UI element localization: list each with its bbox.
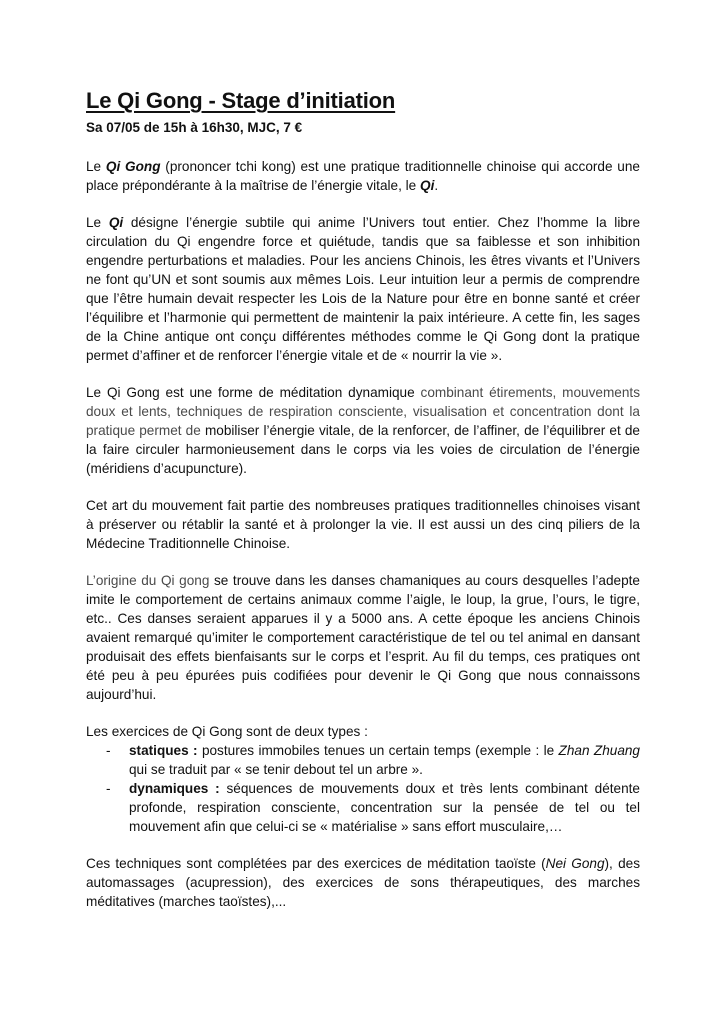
text-run: se trouve dans les danses chamaniques au cours desquelles l’adepte imite le comportement de certains animaux comme l’aigle, le loup, la grue, l’ours, le tigre, etc.. Ces danses seraient apparues il y a 5000 ans. A cette époque les anciens Chinois avaient remarqué qu’imiter le comportement caractéristique de tel ou tel animal en dansant produisait des effets bienfaisants sur le corps et l’esprit. Au fil du temps, ces pratiques ont été peu à peu épurées puis codifiées pour devenir le Qi Gong que nous connaissons aujourd’hui.: [86, 573, 640, 702]
text-run: séquences de mouvements doux et très lents combinant détente profonde, respiration consciente, concentration sur la pensée de tel ou tel mouvement afin que celui-ci se « matérialise » sans effort musculaire,…: [129, 781, 640, 834]
text-run: Le: [86, 215, 109, 230]
text-run: désigne l’énergie subtile qui anime l’Univers tout entier. Chez l’homme la libre circulation du Qi engendre force et quiétude, tandis que sa faiblesse et son inhibition engendre perturbations et maladies. Pour les anciens Chinois, les êtres vivants et l’Univers ne font qu’UN et sont soumis aux mêmes Lois. Leur intuition leur a permis de comprendre que l’être humain devait respecter les Lois de la Nature pour être en bonne santé et créer l’équilibre et l’harmonie qui permettent de maintenir la paix intérieure. A cette fin, les sages de la Chine antique ont conçu différentes méthodes comme le Qi Gong dont la pratique permet d’affiner et de renforcer l’énergie vitale et de « nourrir la vie ».: [86, 215, 640, 363]
text-run: Le: [86, 159, 106, 174]
exercise-types-list: [86, 741, 640, 836]
text-run-gray: combinant étirements, mouvements doux et lents, techniques de respiration consciente, visualisation et concentration dont la pratique permet de: [86, 385, 640, 438]
paragraph-origin: [86, 571, 640, 704]
emphasis-zhan-zhuang: Zhan Zhuang: [558, 743, 640, 758]
paragraph-exercise-types-intro: Les exercices de Qi Gong sont de deux types :: [86, 724, 368, 739]
text-run: Le Qi Gong est une forme de méditation dynamique: [86, 385, 421, 400]
list-item-dynamic: [86, 779, 640, 836]
paragraph-intro: [86, 157, 640, 195]
document-title: Le Qi Gong - Stage d’initiation: [86, 88, 396, 113]
list-item-label: dynamiques :: [129, 781, 220, 796]
emphasis-qi-gong: Qi Gong: [105, 159, 161, 174]
emphasis-nei-gong: Nei Gong: [545, 856, 605, 871]
paragraph-meditation: [86, 383, 640, 478]
text-run: qui se traduit par « se tenir debout tel un arbre ».: [129, 762, 423, 777]
document-page: [86, 86, 640, 911]
text-run: ), des automassages (acupression), des exercices de sons thérapeutiques, des marches méditatives (marches taoïstes),...: [86, 856, 640, 909]
text-run: mobiliser l’énergie vitale, de la renforcer, de l’affiner, de l’équilibrer et de la faire circuler harmonieusement dans le corps via les voies de circulation de l’énergie (méridiens d’acupuncture).: [86, 423, 640, 476]
list-item-static: [86, 741, 640, 779]
emphasis-qi: Qi: [420, 178, 435, 193]
paragraph-techniques: [86, 854, 640, 911]
emphasis-qi: Qi: [108, 215, 124, 230]
list-dash: -: [106, 781, 111, 796]
text-run: .: [434, 178, 439, 193]
list-dash: -: [106, 743, 111, 758]
text-run: (prononcer tchi kong) est une pratique traditionnelle chinoise qui accorde une place prépondérante à la maîtrise de l’énergie vitale, le: [86, 159, 640, 193]
event-details: Sa 07/05 de 15h à 16h30, MJC, 7 €: [86, 120, 303, 135]
paragraph-qi-definition: [86, 213, 640, 365]
text-run-gray: L’origine du Qi gong: [86, 573, 210, 588]
paragraph-tradition: Cet art du mouvement fait partie des nombreuses pratiques traditionnelles chinoises visant à préserver ou rétablir la santé et à prolonger la vie. Il est aussi un des cinq piliers de la Médecine Traditionnelle Chinoise.: [86, 498, 640, 551]
text-run: Ces techniques sont complétées par des exercices de méditation taoïste (: [86, 856, 546, 871]
text-run: postures immobiles tenues un certain temps (exemple : le: [197, 743, 559, 758]
list-item-label: statiques :: [129, 743, 198, 758]
